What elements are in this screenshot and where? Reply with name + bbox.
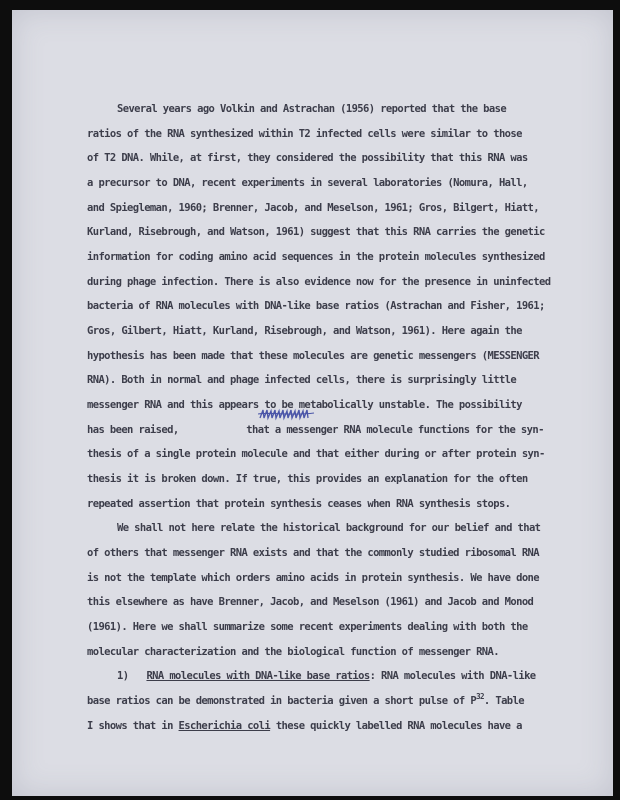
text-line: repeated assertion that protein synthesis ceases when RNA synthesis stops. bbox=[87, 498, 511, 510]
section-heading: RNA molecules with DNA-like base ratios bbox=[146, 670, 370, 682]
text-line: ratios of the RNA synthesized within T2 infected cells were similar to those bbox=[87, 128, 522, 140]
text-line: molecular characterization and the biological function of messenger RNA. bbox=[87, 646, 499, 658]
text-fragment: base ratios can be demonstrated in bacteria given a short pulse of P bbox=[87, 695, 477, 707]
text-line: RNA). Both in normal and phage infected cells, there is surprisingly little bbox=[87, 374, 517, 386]
text-line: thesis of a single protein molecule and that either during or after protein syn- bbox=[87, 448, 545, 460]
text-fragment: . Table bbox=[483, 695, 524, 707]
text-fragment: these quickly labelled RNA molecules have a bbox=[270, 720, 522, 732]
text-line: of T2 DNA. While, at first, they considered the possibility that this RNA was bbox=[87, 152, 528, 164]
text-line: Kurland, Risebrough, and Watson, 1961) suggest that this RNA carries the genetic bbox=[87, 226, 545, 238]
section-number: 1) bbox=[117, 670, 129, 682]
text-fragment: I shows that in bbox=[87, 720, 179, 732]
text-line: information for coding amino acid sequences in the protein molecules synthesized bbox=[87, 251, 545, 263]
text-line: thesis it is broken down. If true, this provides an explanation for the often bbox=[87, 473, 528, 485]
text-line: messenger RNA and this appears to be metabolically unstable. The possibility bbox=[87, 399, 522, 411]
text-line: during phage infection. There is also evidence now for the presence in uninfected bbox=[87, 276, 551, 288]
text-line bbox=[87, 692, 524, 707]
superscript: 32 bbox=[476, 692, 484, 701]
text-line: (1961). Here we shall summarize some recent experiments dealing with both the bbox=[87, 621, 528, 633]
text-line: of others that messenger RNA exists and that the commonly studied ribosomal RNA bbox=[87, 547, 540, 559]
text-line: a precursor to DNA, recent experiments in several laboratories (Nomura, Hall, bbox=[87, 177, 528, 189]
text-line: and Spiegleman, 1960; Brenner, Jacob, and Meselson, 1961; Gros, Bilgert, Hiatt, bbox=[87, 202, 540, 214]
text-line: bacteria of RNA molecules with DNA-like base ratios (Astrachan and Fisher, 1961; bbox=[87, 300, 545, 312]
text-line: We shall not here relate the historical background for our belief and that bbox=[117, 522, 541, 534]
text-line bbox=[87, 720, 522, 732]
text-line bbox=[87, 424, 544, 436]
species-name: Escherichia coli bbox=[178, 720, 271, 732]
text-line: Gros, Gilbert, Hiatt, Kurland, Risebrough, and Watson, 1961). Here again the bbox=[87, 325, 522, 337]
text-line: is not the template which orders amino acids in protein synthesis. We have done bbox=[87, 572, 540, 584]
text-fragment: that a messenger RNA molecule functions for the syn- bbox=[246, 424, 544, 436]
text-fragment: has been raised, bbox=[87, 424, 185, 436]
text-line: Several years ago Volkin and Astrachan (1956) reported that the base bbox=[117, 103, 507, 115]
text-line: this elsewhere as have Brenner, Jacob, and Meselson (1961) and Jacob and Monod bbox=[87, 596, 534, 608]
text-line: hypothesis has been made that these molecules are genetic messengers (MESSENGER bbox=[87, 350, 540, 362]
text-line bbox=[117, 670, 536, 682]
text-fragment: : RNA molecules with DNA-like bbox=[369, 670, 536, 682]
